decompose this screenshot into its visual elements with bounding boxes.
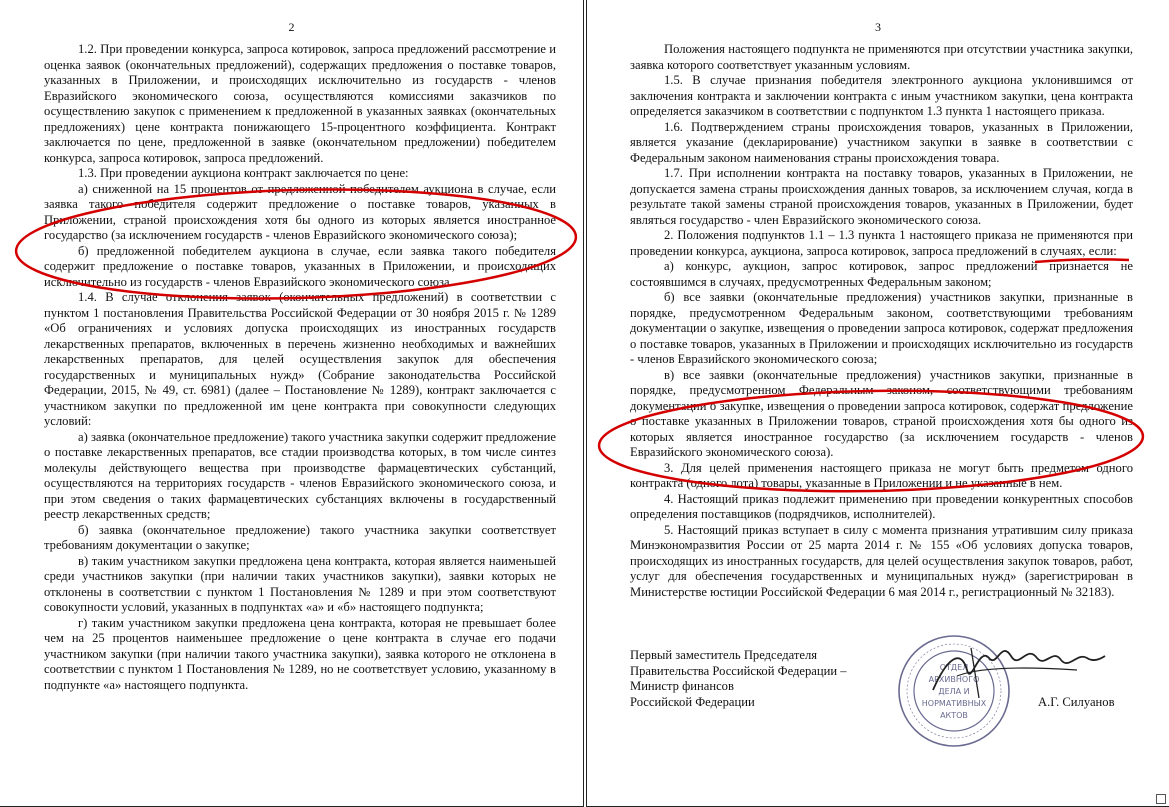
paragraph-1-4-a: а) заявка (окончательное предложение) такого участника закупки содержит предложение о поставке лекарственных препаратов, все стадии производства которых, в том числе синтез молекулы действующего вещества при производстве фармацевтических субстанций, осуществляются на территориях государств - членов Евразийского экономического союза, и при этом сведения о таких фармацевтических субстанциях включены в государственный реестр лекарственных средств; (44, 429, 556, 521)
signatory-title-line: Правительства Российской Федерации – (630, 663, 847, 678)
stamp-text: НОРМАТИВНЫХ (921, 699, 987, 708)
page-number: 3 (875, 20, 881, 34)
paragraph-continuation: Положения настоящего подпункта не применяются при отсутствии участника закупки, заявка которого соответствует указанным условиям. (630, 42, 1133, 72)
document-page-right (587, 0, 1169, 807)
paragraph-1-6: 1.6. Подтверждением страны происхождения товаров, указанных в Приложении, является указание (декларирование) участником закупки в заявке в соответствии с Федеральным законом наименования страны происхождения товара. (630, 119, 1133, 165)
paragraph-1-3-a: а) сниженной на 15 процентов от предложенной победителем аукциона в случае, если заявка такого победителя содержит предложение о поставке товаров, указанных в Приложении, страной происхождения хотя бы одного из которых является иностранное государство (за исключением государств - членов Евразийского экономического союза); (44, 181, 556, 242)
signatory-name: А.Г. Силуанов (1038, 695, 1115, 709)
stamp-text: АКТОВ (940, 711, 968, 720)
stamp-text: ОТДЕЛ (939, 663, 969, 672)
signatory-title-line: Министр финансов (630, 679, 734, 693)
page-body (630, 42, 1133, 600)
highlight-underline (1034, 257, 1130, 265)
paragraph-1-5: 1.5. В случае признания победителя электронного аукциона уклонившимся от заключения контракта и заключении контракта с иным участником закупки, цена контракта определяется заказчиком в соответствии с подпунктом 1.3 пункта 1 настоящего приказа. (630, 73, 1133, 118)
stamp-text: ДЕЛА И (938, 687, 970, 696)
paragraph-1-3: 1.3. При проведении аукциона контракт заключается по цене: (78, 166, 409, 180)
stamp-text: АРХИВНОГО (928, 675, 980, 684)
paragraph-3: 3. Для целей применения настоящего приказа не могут быть предметом одного контракта (одного лота) товары, указанные в Приложении и не указанные в нем. (630, 460, 1133, 490)
corner-marker (1156, 794, 1166, 804)
page-body (44, 42, 556, 693)
paragraph-4: 4. Настоящий приказ подлежит применению при проведении конкурентных способов определения поставщиков (подрядчиков, исполнителей). (630, 491, 1133, 521)
paragraph-5: 5. Настоящий приказ вступает в силу с момента признания утратившим силу приказа Минэкономразвития России от 25 марта 2014 г. № 155 «Об условиях допуска товаров, происходящих из иностранных государств, для целей осуществления закупок товаров, работ, услуг для обеспечения государственных и муниципальных нужд» (зарегистрирован в Министерстве юстиции Российской Федерации 6 мая 2014 г., регистрационный № 32183). (630, 522, 1133, 599)
paragraph-2-b: б) все заявки (окончательные предложения) участников закупки, признанные в порядке, предусмотренном Федеральным законом, соответствующими требованиям документации о закупке, извещения о проведении запроса котировок, содержат предложения о поставке товаров, указанных в Приложении и происходящих исключительно из государств - членов Евразийского экономического союза; (630, 290, 1133, 366)
paragraph-1-3-b: б) предложенной победителем аукциона в случае, если заявка такого победителя содержит предложение о поставке товаров, указанных в Приложении, и происходящих исключительно из государств - членов Евразийского экономического союза. (44, 243, 556, 289)
paragraph-2: 2. Положения подпунктов 1.1 – 1.3 пункта 1 настоящего приказа не применяются при проведении конкурса, аукциона, запроса котировок, запроса предложений в случаях, если: (630, 228, 1133, 258)
paragraph-2-v: в) все заявки (окончательные предложения) участников закупки, признанные в порядке, предусмотренном Федеральным законом, соответствующими требованиям документации о закупке, извещения о проведении запроса котировок, содержат предложение о поставке указанных в Приложении товаров, страной происхождения хотя бы одного из которых является иностранное государство (за исключением государств - членов Евразийского экономического союза). (630, 367, 1133, 459)
paragraph-1-4-b: б) заявка (окончательное предложение) такого участника закупки соответствует требованиям документации о закупке; (44, 522, 556, 552)
paragraph-1-4-g: г) таким участником закупки предложена цена контракта, которая не превышает более чем на 25 процентов наименьшее предложение о цене контракта в случае его подачи участником закупки (при наличии такого участника закупки), заявка которого не отклонена в соответствии с пунктом 1 Постановления № 1289, но не соответствует условию, указанному в подпункте «а» настоящего подпункта. (44, 615, 556, 692)
document-page-left (0, 0, 583, 807)
paragraph-1-2: 1.2. При проведении конкурса, запроса котировок, запроса предложений рассмотрение и оценка заявок (окончательных предложений), содержащих предложения о поставке товаров, указанных в Приложении, и происходящих исключительно из государств - членов Евразийского экономического союза, осуществляются комиссиями заказчиков по осуществлению закупок с применением к предложенной в указанных заявках (окончательных предложениях) цене контракта понижающего 15-процентного коэффициента. Контракт заключается по цене, предложенной в заявке (окончательном предложении) победителем конкурса, запроса котировок, запроса предложений. (44, 42, 556, 165)
signatory-title-line: Российской Федерации (630, 694, 755, 709)
paragraph-2-a: а) конкурс, аукцион, запрос котировок, запрос предложений признается не состоявшимся в случаях, предусмотренных Федеральным законом; (630, 259, 1133, 289)
paragraph-1-4: 1.4. В случае отклонения заявок (окончательных предложений) в соответствии с пунктом 1 постановления Правительства Российской Федерации от 30 ноября 2015 г. № 1289 «Об ограничениях и условиях допуска происходящих из иностранных государств лекарственных препаратов, включенных в перечень жизненно необходимых и важнейших лекарственных препаратов, для целей осуществления закупок для обеспечения государственных и муниципальных нужд» (Собрание законодательства Российской Федерации, 2015, № 49, ст. 6981) (далее – Постановление № 1289), контракт заключается с участником закупки по предложенной им цене контракта при совокупности следующих условий: (44, 290, 556, 428)
paragraph-1-7: 1.7. При исполнении контракта на поставку товаров, указанных в Приложении, не допускается замена страны происхождения данных товаров, за исключением случая, когда в результате такой замены страной происхождения товаров, указанных в Приложении, будет являться государство - член Евразийского экономического союза. (630, 166, 1133, 227)
paragraph-1-4-v: в) таким участником закупки предложена цена контракта, которая является наименьшей среди участников закупки (при наличии таких участников закупки), заявки которых не отклонены в соответствии с пунктом 1 Постановления № 1289 и при этом соответствуют совокупности условий, указанных в подпунктах «а» и «б» настоящего подпункта; (44, 553, 556, 614)
page-number: 2 (288, 20, 295, 34)
signatory-title-line: Первый заместитель Председателя (630, 648, 818, 662)
signatory-title (630, 648, 910, 710)
